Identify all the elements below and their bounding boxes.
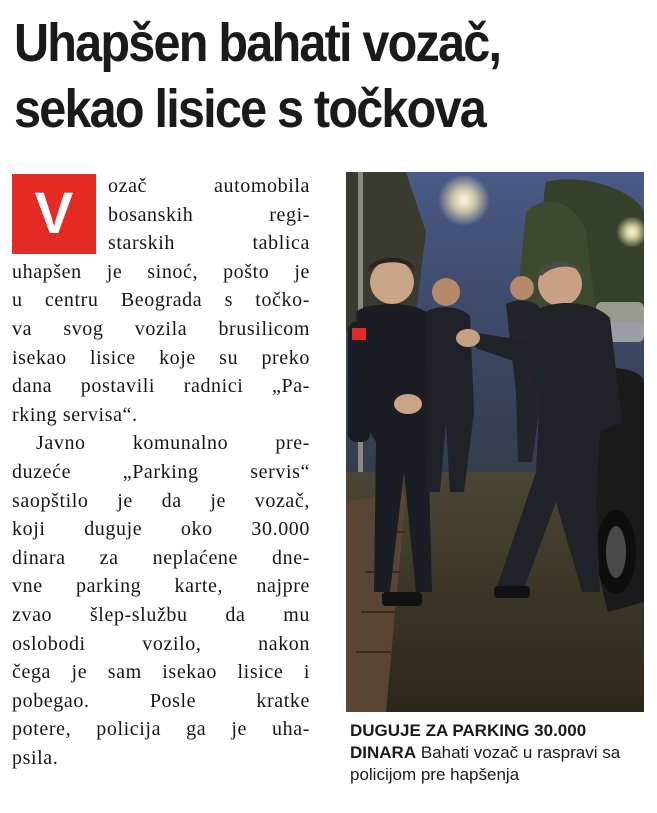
body-line: starskih tablica xyxy=(108,232,310,255)
body-line: duzeće „Parking servis“ xyxy=(12,460,310,483)
news-photo xyxy=(346,172,644,712)
body-line: čega je sam isekao lisice i xyxy=(12,661,310,684)
body-line: Javno komunalno pre- xyxy=(36,432,310,455)
body-line: saopštilo je da je vozač, xyxy=(12,489,310,512)
body-line: potere, policija ga je uha- xyxy=(12,718,310,741)
dropcap: V xyxy=(12,174,96,254)
body-line: ozač automobila xyxy=(108,175,310,197)
body-line: va svog vozila brusilicom xyxy=(12,317,310,340)
article-body xyxy=(12,172,310,772)
paragraph-2 xyxy=(12,429,310,772)
body-line: isekao lisice koje su preko xyxy=(12,346,310,369)
body-line: psila. xyxy=(12,746,59,769)
body-line: oslobodi vozilo, nakon xyxy=(12,632,310,655)
body-line: dana postavili radnici „Pa- xyxy=(12,375,310,398)
body-line: zvao šlep-službu da mu xyxy=(12,603,310,626)
headline-line-2: sekao lisice s točkova xyxy=(14,79,486,139)
body-line: vne parking karte, najpre xyxy=(12,575,310,598)
body-line: u centru Beograda s točko- xyxy=(12,289,310,312)
photo-caption xyxy=(350,720,650,786)
paragraph-1 xyxy=(12,172,310,429)
body-line: rking servisa“. xyxy=(12,403,138,426)
body-line: dinara za neplaćene dne- xyxy=(12,546,310,569)
photo-police-argument-icon xyxy=(346,172,644,712)
body-line: pobegao. Posle kratke xyxy=(12,689,310,712)
headline xyxy=(14,10,586,142)
body-line: bosanskih regi- xyxy=(108,203,310,226)
body-line: koji duguje oko 30.000 xyxy=(12,518,310,541)
caption-text: Bahati vozač u raspravi sa policijom pre hapšenja xyxy=(350,743,621,784)
body-line: uhapšen je sinoć, pošto je xyxy=(12,260,310,283)
caption-bold: DUGUJE ZA PARKING 30.000 DINARA xyxy=(350,721,587,762)
headline-line-1: Uhapšen bahati vozač, xyxy=(14,13,501,73)
